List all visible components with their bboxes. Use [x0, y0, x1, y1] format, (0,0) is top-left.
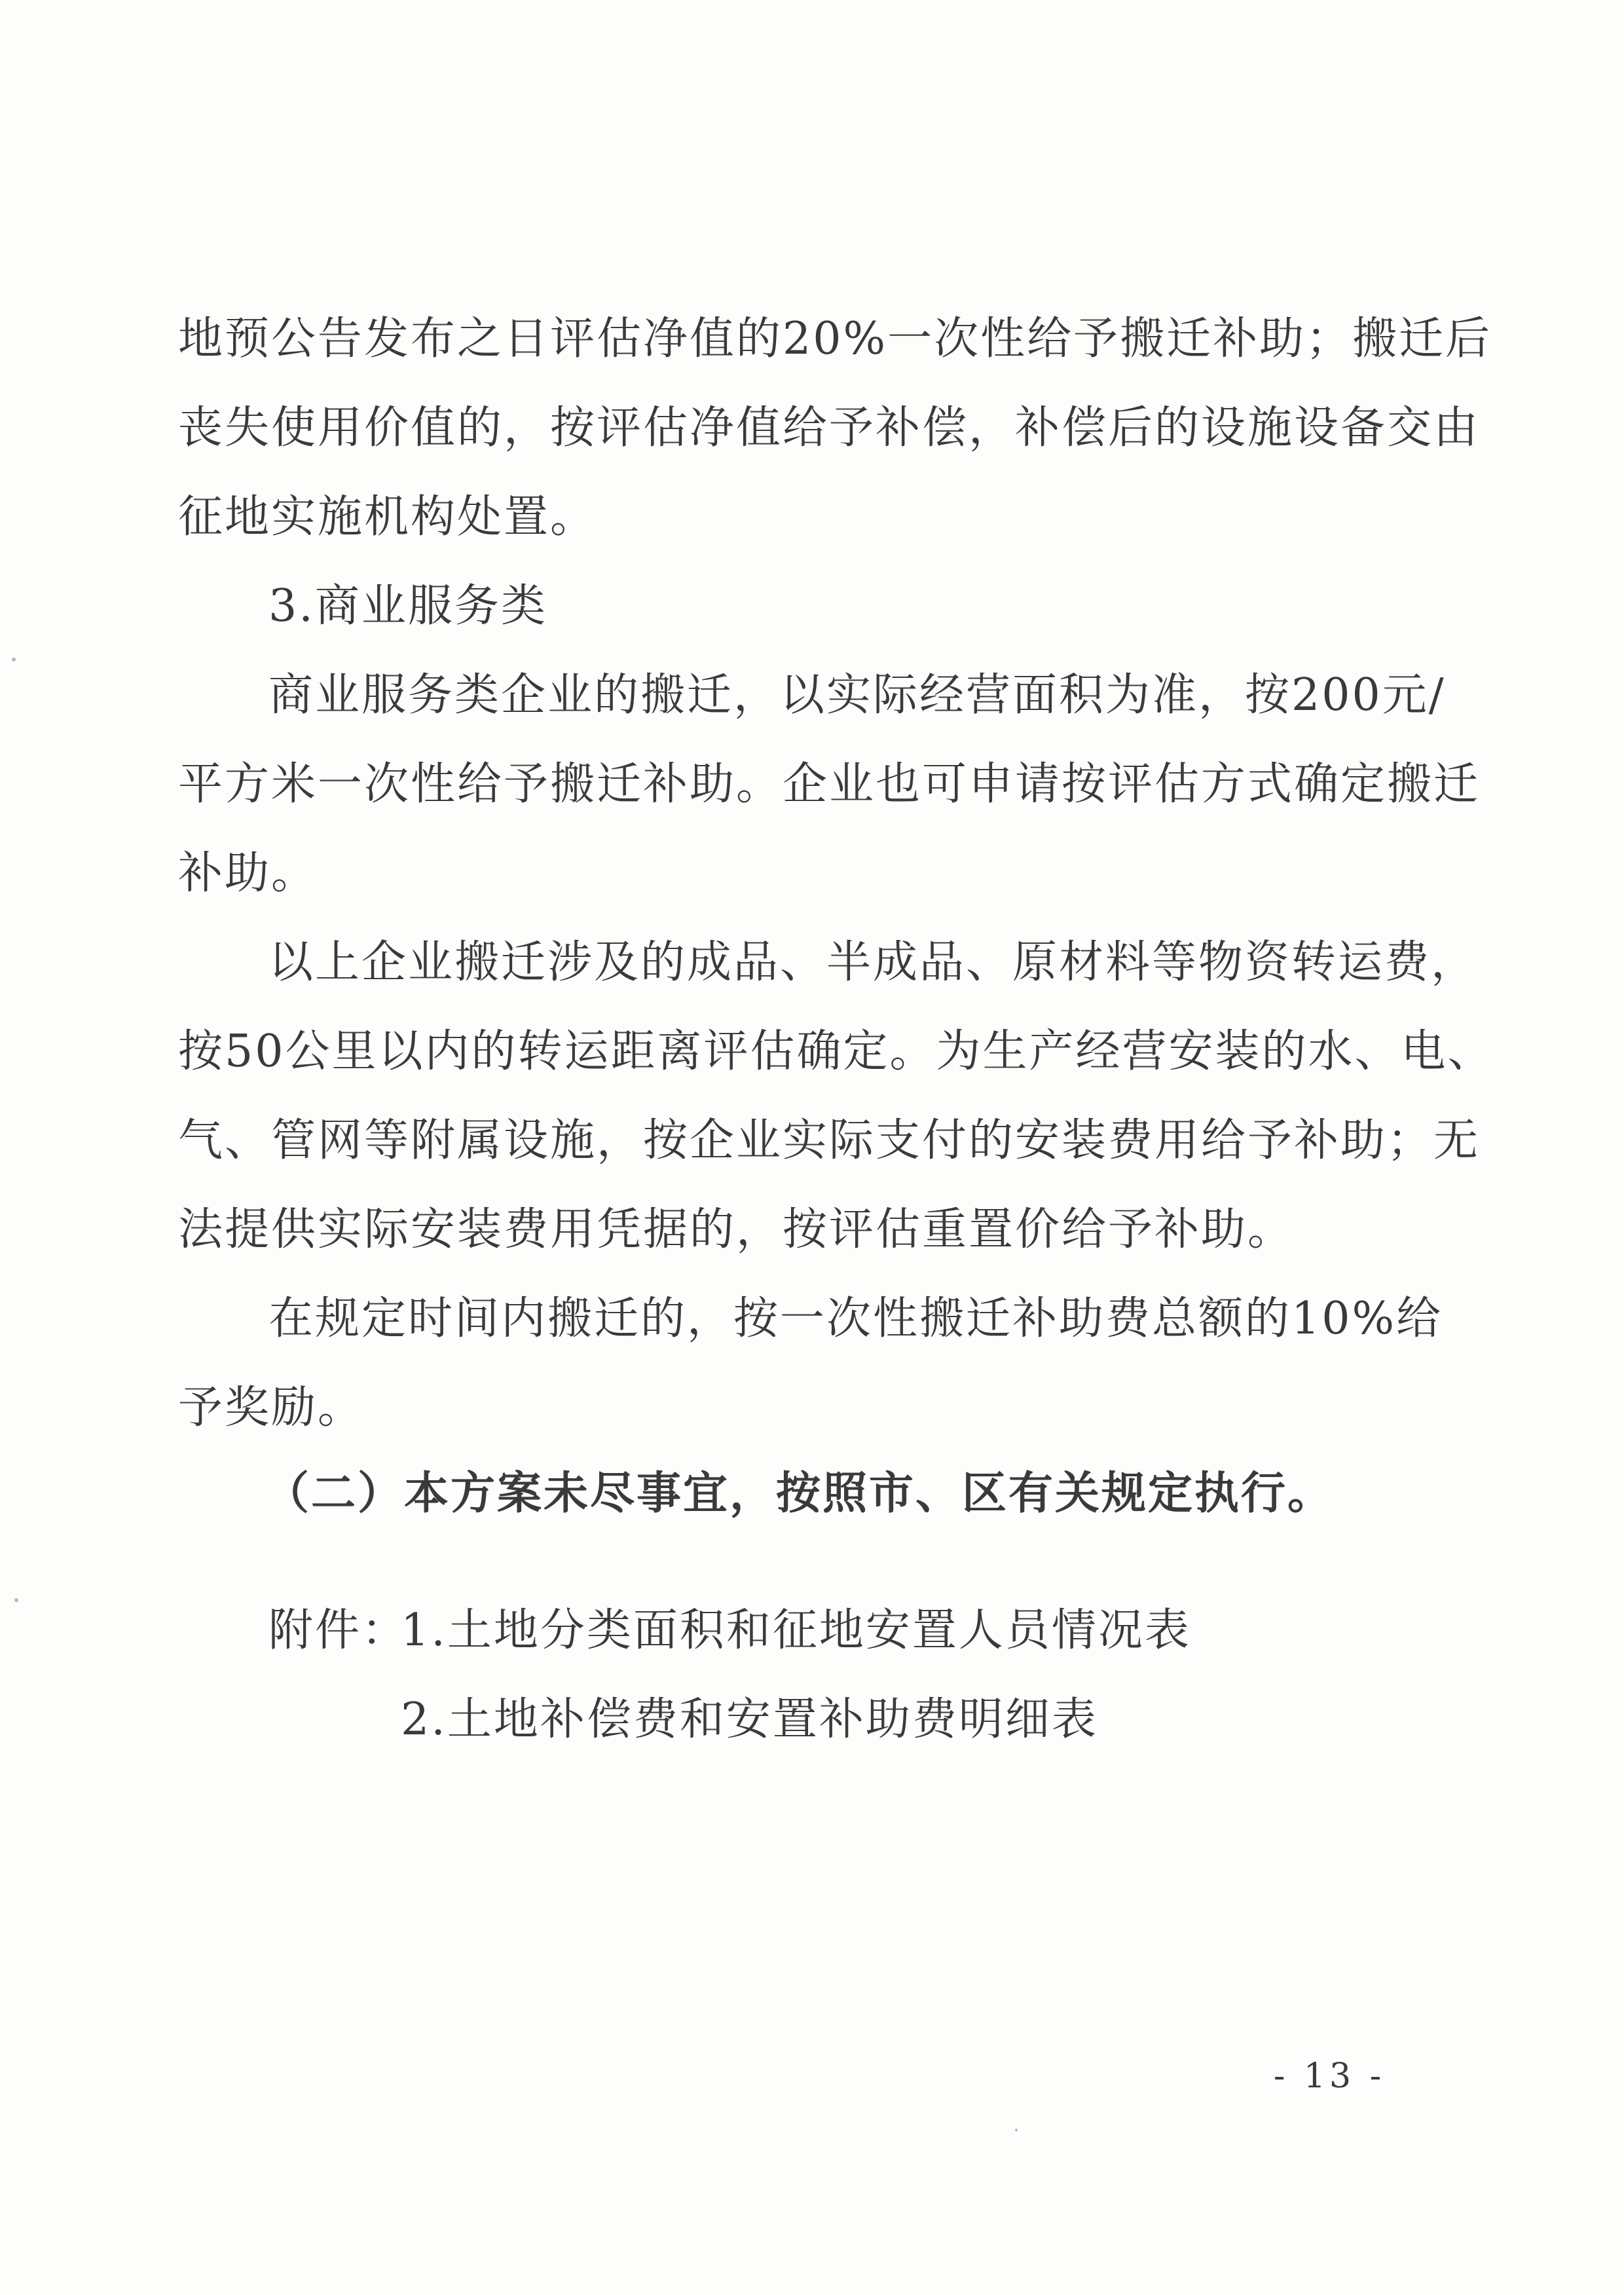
paragraph-line: 补助。 — [178, 848, 318, 899]
paragraph-line: 平方米一次性给予搬迁补助。企业也可申请按评估方式确定搬迁 — [178, 758, 1481, 810]
paragraph-line: 按50公里以内的转运距离评估确定。为生产经营安装的水、电、 — [178, 1026, 1494, 1077]
attachment-item: 2.土地补偿费和安置补助费明细表 — [401, 1694, 1098, 1745]
paragraph-line: 在规定时间内搬迁的，按一次性搬迁补助费总额的10%给 — [268, 1293, 1443, 1345]
scan-speck — [12, 658, 16, 662]
page-number: - 13 - — [1273, 2057, 1386, 2096]
attachments-label: 附件： — [268, 1605, 409, 1656]
paragraph-line: 商业服务类企业的搬迁，以实际经营面积为准，按200元/ — [268, 669, 1446, 721]
section-heading-bold: （二）本方案未尽事宜，按照市、区有关规定执行。 — [265, 1467, 1335, 1520]
scan-speck — [14, 1598, 18, 1602]
paragraph-line: 予奖励。 — [178, 1382, 365, 1434]
attachment-item: 1.土地分类面积和征地安置人员情况表 — [401, 1605, 1191, 1656]
section-heading: 3.商业服务类 — [268, 580, 547, 632]
paragraph-line: 地预公告发布之日评估净值的20%一次性给予搬迁补助；搬迁后 — [178, 313, 1492, 365]
scan-speck — [1015, 2129, 1018, 2131]
paragraph-line: 气、管网等附属设施，按企业实际支付的安装费用给予补助；无 — [178, 1115, 1481, 1166]
paragraph-line: 以上企业搬迁涉及的成品、半成品、原材料等物资转运费， — [268, 937, 1478, 988]
paragraph-line: 丧失使用价值的，按评估净值给予补偿，补偿后的设施设备交由 — [178, 402, 1481, 454]
paragraph-line: 法提供实际安装费用凭据的，按评估重置价给予补助。 — [178, 1204, 1295, 1256]
paragraph-line: 征地实施机构处置。 — [178, 491, 597, 543]
